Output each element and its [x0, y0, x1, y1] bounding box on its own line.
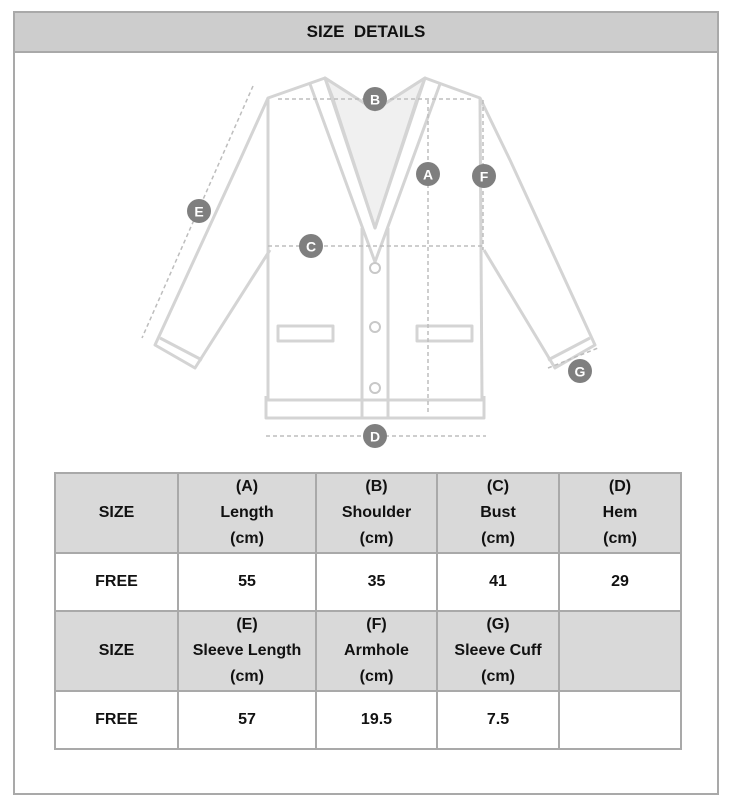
header-unit: (cm): [359, 530, 394, 547]
svg-text:G: G: [574, 363, 586, 380]
marker-f: [472, 164, 496, 188]
header-unit: (cm): [603, 530, 637, 547]
header-cell-length: [178, 473, 316, 553]
cardigan-outline: [155, 78, 595, 418]
header-name: Length: [220, 504, 274, 521]
svg-text:B: B: [369, 91, 381, 108]
table-header-row: [55, 611, 681, 691]
header-letter: (B): [365, 478, 388, 495]
header-name: Shoulder: [341, 504, 412, 521]
header-letter: (G): [486, 616, 510, 633]
marker-a: [416, 162, 440, 186]
header-unit: (cm): [481, 668, 515, 685]
empty-header-cell: [559, 611, 681, 691]
value-hem: 29: [559, 553, 681, 611]
page-title: SIZE DETAILS: [15, 13, 717, 53]
svg-text:A: A: [422, 166, 434, 183]
svg-text:E: E: [194, 203, 204, 220]
svg-text:C: C: [305, 238, 317, 255]
header-name: Armhole: [344, 642, 409, 659]
header-name: Sleeve Length: [192, 642, 302, 659]
empty-value-cell: [559, 691, 681, 749]
value-shoulder: 35: [316, 553, 437, 611]
header-cell-armhole: [316, 611, 437, 691]
value-sleeve-length: 57: [178, 691, 316, 749]
marker-g: [568, 359, 592, 383]
size-value-cell: FREE: [55, 553, 178, 611]
value-sleeve-cuff: 7.5: [437, 691, 559, 749]
header-name: Bust: [480, 504, 516, 521]
header-unit: (cm): [359, 668, 394, 685]
value-length: 55: [178, 553, 316, 611]
header-cell-hem: [559, 473, 681, 553]
header-unit: (cm): [230, 668, 264, 685]
table-header-row: [55, 473, 681, 553]
marker-c: [299, 234, 323, 258]
marker-b: [363, 87, 387, 111]
header-cell-shoulder: [316, 473, 437, 553]
value-bust: 41: [437, 553, 559, 611]
header-letter: (A): [235, 478, 259, 495]
header-unit: (cm): [230, 530, 264, 547]
header-unit: (cm): [481, 530, 515, 547]
header-cell-sleeve-cuff: [437, 611, 559, 691]
header-letter: (C): [486, 478, 510, 495]
table-row: [55, 691, 681, 749]
svg-text:F: F: [479, 168, 489, 185]
marker-e: [187, 199, 211, 223]
size-value-cell: FREE: [55, 691, 178, 749]
header-name: Hem: [602, 504, 638, 521]
header-cell-bust: [437, 473, 559, 553]
marker-d: [363, 424, 387, 448]
header-letter: (F): [366, 616, 387, 633]
size-header-cell: SIZE: [55, 473, 178, 553]
value-armhole: 19.5: [316, 691, 437, 749]
svg-text:D: D: [369, 428, 381, 445]
size-header-cell: SIZE: [55, 611, 178, 691]
header-letter: (D): [608, 478, 632, 495]
header-name: Sleeve Cuff: [454, 642, 542, 659]
table-row: [55, 553, 681, 611]
header-letter: (E): [236, 616, 258, 633]
header-cell-sleeve-length: [178, 611, 316, 691]
size-table: [54, 472, 682, 750]
